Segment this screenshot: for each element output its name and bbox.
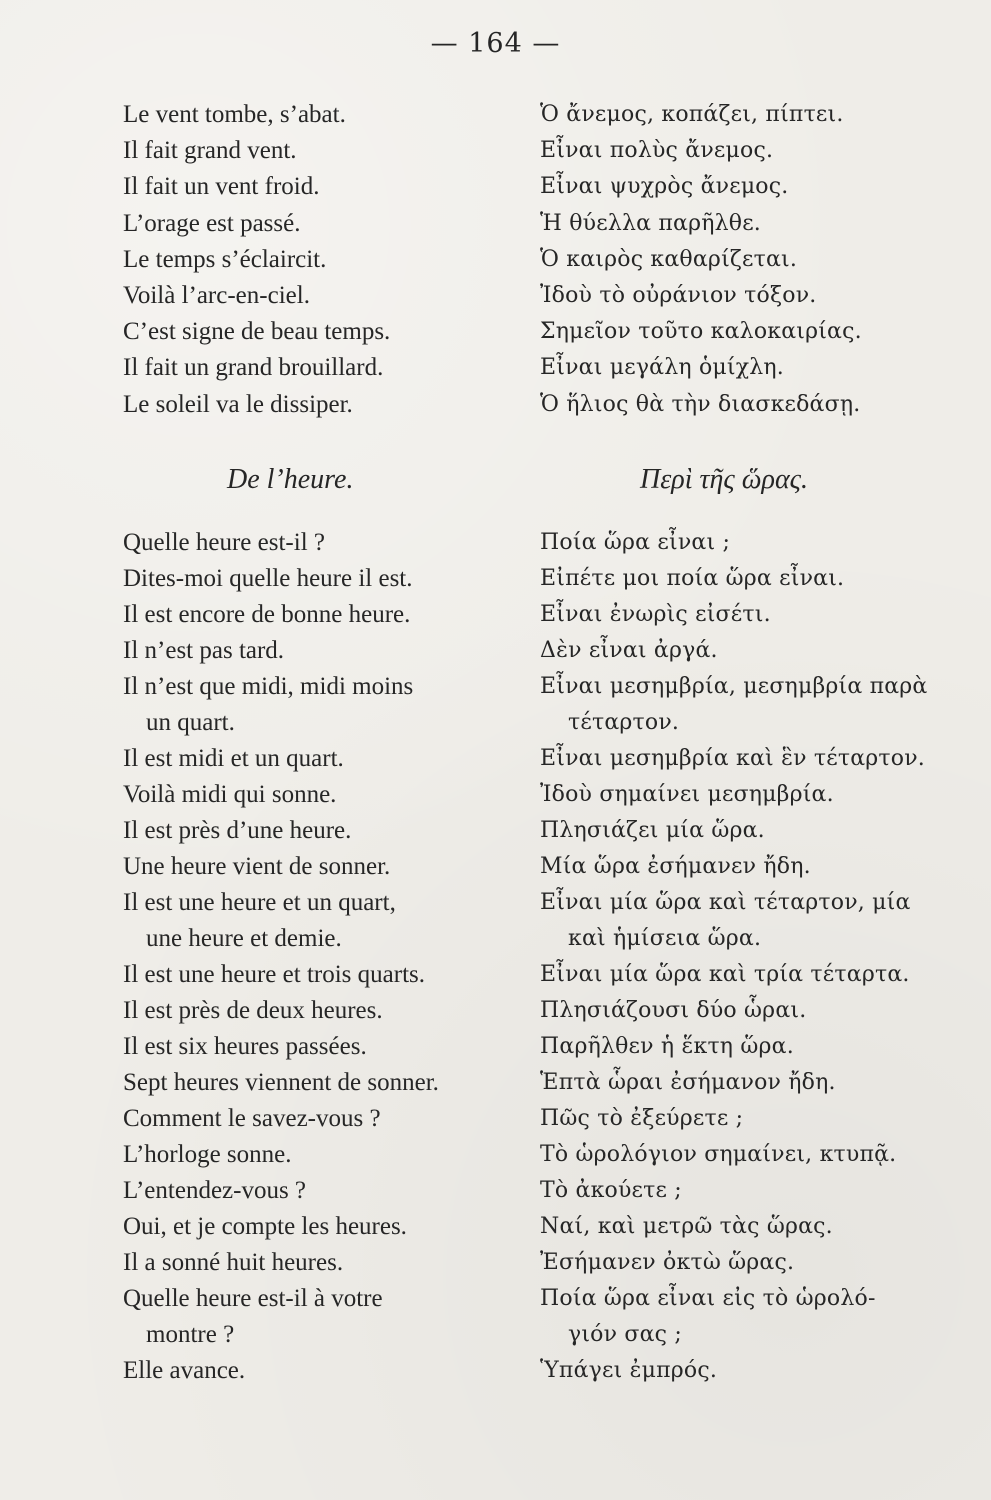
phrase-row <box>0 813 991 849</box>
greek-phrase: Ὁ καιρὸς καθαρίζεται. <box>540 246 798 272</box>
french-phrase: Il n’est pas tard. <box>123 637 285 664</box>
phrase-row <box>0 1065 991 1101</box>
french-phrase: Il fait grand vent. <box>123 137 297 165</box>
french-phrase: Il fait un grand brouillard. <box>123 354 384 382</box>
french-phrase: Dites-moi quelle heure il est. <box>123 565 413 592</box>
french-phrase: Le soleil va le dissiper. <box>123 390 353 418</box>
greek-phrase: Ποία ὥρα εἶναι ; <box>540 530 731 555</box>
phrase-row <box>0 387 991 423</box>
french-phrase: Il est six heures passées. <box>123 1033 367 1060</box>
phrase-row <box>0 1137 991 1173</box>
phrase-row <box>0 350 991 386</box>
greek-phrase: Εἶναι μία ὥρα καὶ τέταρτον, μία <box>540 890 911 915</box>
phrase-row <box>0 1101 991 1137</box>
phrase-row <box>0 633 991 669</box>
greek-phrase: Εἶναι πολὺς ἄνεμος. <box>540 138 774 164</box>
greek-phrase: Πῶς τὸ ἐξεύρετε ; <box>540 1106 744 1131</box>
french-phrase: Il est une heure et trois quarts. <box>123 961 425 988</box>
french-phrase: un quart. <box>146 709 235 736</box>
french-phrase: Une heure vient de sonner. <box>123 853 391 880</box>
french-phrase: Le temps s’éclaircit. <box>123 245 327 273</box>
phrase-row <box>0 1317 991 1353</box>
french-phrase: Il est près de deux heures. <box>123 997 383 1024</box>
greek-phrase: Πλησιάζει μία ὥρα. <box>540 818 765 843</box>
phrase-row <box>0 169 991 205</box>
greek-phrase: Ἰδοὺ σημαίνει μεσημβρία. <box>540 782 834 807</box>
greek-phrase: Ἰδοὺ τὸ οὐράνιον τόξον. <box>540 283 817 308</box>
french-phrase: une heure et demie. <box>146 925 342 952</box>
french-phrase: Il est près d’une heure. <box>123 817 352 844</box>
phrase-row <box>0 561 991 597</box>
french-phrase: L’entendez-vous ? <box>123 1177 307 1204</box>
french-phrase: Il est une heure et un quart, <box>123 889 396 916</box>
greek-phrase: Ἐσήμανεν ὀκτὼ ὥρας. <box>540 1250 795 1275</box>
french-phrase: L’horloge sonne. <box>123 1141 292 1168</box>
french-phrase: Quelle heure est-il à votre <box>123 1285 383 1312</box>
greek-phrase: Πλησιάζουσι δύο ὧραι. <box>540 998 807 1023</box>
greek-phrase: γιόν σας ; <box>568 1322 682 1347</box>
phrase-row <box>0 597 991 633</box>
french-phrase: Oui, et je compte les heures. <box>123 1213 407 1240</box>
greek-phrase: τέταρτον. <box>568 710 680 735</box>
phrase-row <box>0 97 991 133</box>
greek-phrase: Ὁ ἄνεμος, κοπάζει, πίπτει. <box>540 102 844 127</box>
phrase-row <box>0 1353 991 1389</box>
phrase-row <box>0 278 991 314</box>
greek-phrase: Ποία ὥρα εἶναι εἰς τὸ ὡρολό- <box>540 1286 876 1311</box>
french-phrase: Sept heures viennent de sonner. <box>123 1069 439 1096</box>
greek-phrase: Σημεῖον τοῦτο καλοκαιρίας. <box>540 319 862 345</box>
phrase-row <box>0 741 991 777</box>
phrase-row <box>0 1173 991 1209</box>
french-phrase: Comment le savez-vous ? <box>123 1105 381 1132</box>
greek-phrase: καὶ ἡμίσεια ὥρα. <box>568 926 762 951</box>
greek-phrase: Εἰπέτε μοι ποία ὥρα εἶναι. <box>540 566 845 591</box>
phrase-row <box>0 525 991 561</box>
french-phrase: Il fait un vent froid. <box>123 173 320 201</box>
french-phrase: Il a sonné huit heures. <box>123 1249 344 1276</box>
phrase-row <box>0 885 991 921</box>
phrase-row <box>0 921 991 957</box>
french-phrase: Elle avance. <box>123 1357 246 1384</box>
greek-phrase: Παρῆλθεν ἡ ἕκτη ὥρα. <box>540 1034 794 1059</box>
phrase-row <box>0 1029 991 1065</box>
greek-phrase: Εἶναι μεγάλη ὁμίχλη. <box>540 355 784 381</box>
greek-phrase: Ὑπάγει ἐμπρός. <box>540 1358 718 1383</box>
phrase-row <box>0 242 991 278</box>
french-phrase: Voilà midi qui sonne. <box>123 781 337 808</box>
greek-phrase: Εἶναι μεσημβρία καὶ ἓν τέταρτον. <box>540 746 925 771</box>
phrase-row <box>0 314 991 350</box>
greek-phrase: Ὁ ἥλιος θὰ τὴν διασκεδάσῃ. <box>540 391 861 417</box>
french-phrase: C’est signe de beau temps. <box>123 318 391 346</box>
phrase-row <box>0 777 991 813</box>
greek-phrase: Εἶναι ἐνωρὶς εἰσέτι. <box>540 602 771 627</box>
phrase-row <box>0 206 991 242</box>
french-phrase: L’orage est passé. <box>123 209 301 237</box>
phrase-row <box>0 705 991 741</box>
french-phrase: Il n’est que midi, midi moins <box>123 673 414 700</box>
greek-phrase: Δὲν εἶναι ἀργά. <box>540 638 718 663</box>
greek-phrase: Εἶναι μία ὥρα καὶ τρία τέταρτα. <box>540 962 910 987</box>
phrase-row <box>0 133 991 169</box>
greek-phrase: Ἡ θύελλα παρῆλθε. <box>540 210 761 236</box>
french-phrase: montre ? <box>146 1321 235 1348</box>
phrase-row <box>0 1281 991 1317</box>
french-phrase: Voilà l’arc-en-ciel. <box>123 282 310 309</box>
french-phrase: Quelle heure est-il ? <box>123 529 325 556</box>
greek-phrase: Τὸ ἀκούετε ; <box>540 1178 682 1203</box>
french-section-title: De l’heure. <box>227 464 354 495</box>
phrase-row <box>0 1209 991 1245</box>
french-phrase: Le vent tombe, s’abat. <box>123 101 346 128</box>
phrase-row <box>0 669 991 705</box>
phrase-row <box>0 957 991 993</box>
greek-section-title: Περὶ τῆς ὥρας. <box>640 464 809 495</box>
greek-phrase: Τὸ ὡρολόγιον σημαίνει, κτυπᾷ. <box>540 1142 897 1167</box>
greek-phrase: Μία ὥρα ἐσήμανεν ἤδη. <box>540 854 811 879</box>
greek-phrase: Εἶναι μεσημβρία, μεσημβρία παρὰ <box>540 674 928 699</box>
phrase-row <box>0 849 991 885</box>
phrase-row <box>0 1245 991 1281</box>
greek-phrase: Εἶναι ψυχρὸς ἄνεμος. <box>540 174 789 200</box>
french-phrase: Il est midi et un quart. <box>123 745 344 772</box>
greek-phrase: Ἑπτὰ ὧραι ἐσήμανον ἤδη. <box>540 1070 836 1095</box>
french-phrase: Il est encore de bonne heure. <box>123 601 411 628</box>
page-number: — 164 — <box>430 28 561 59</box>
phrase-row <box>0 993 991 1029</box>
greek-phrase: Ναί, καὶ μετρῶ τὰς ὥρας. <box>540 1214 833 1239</box>
